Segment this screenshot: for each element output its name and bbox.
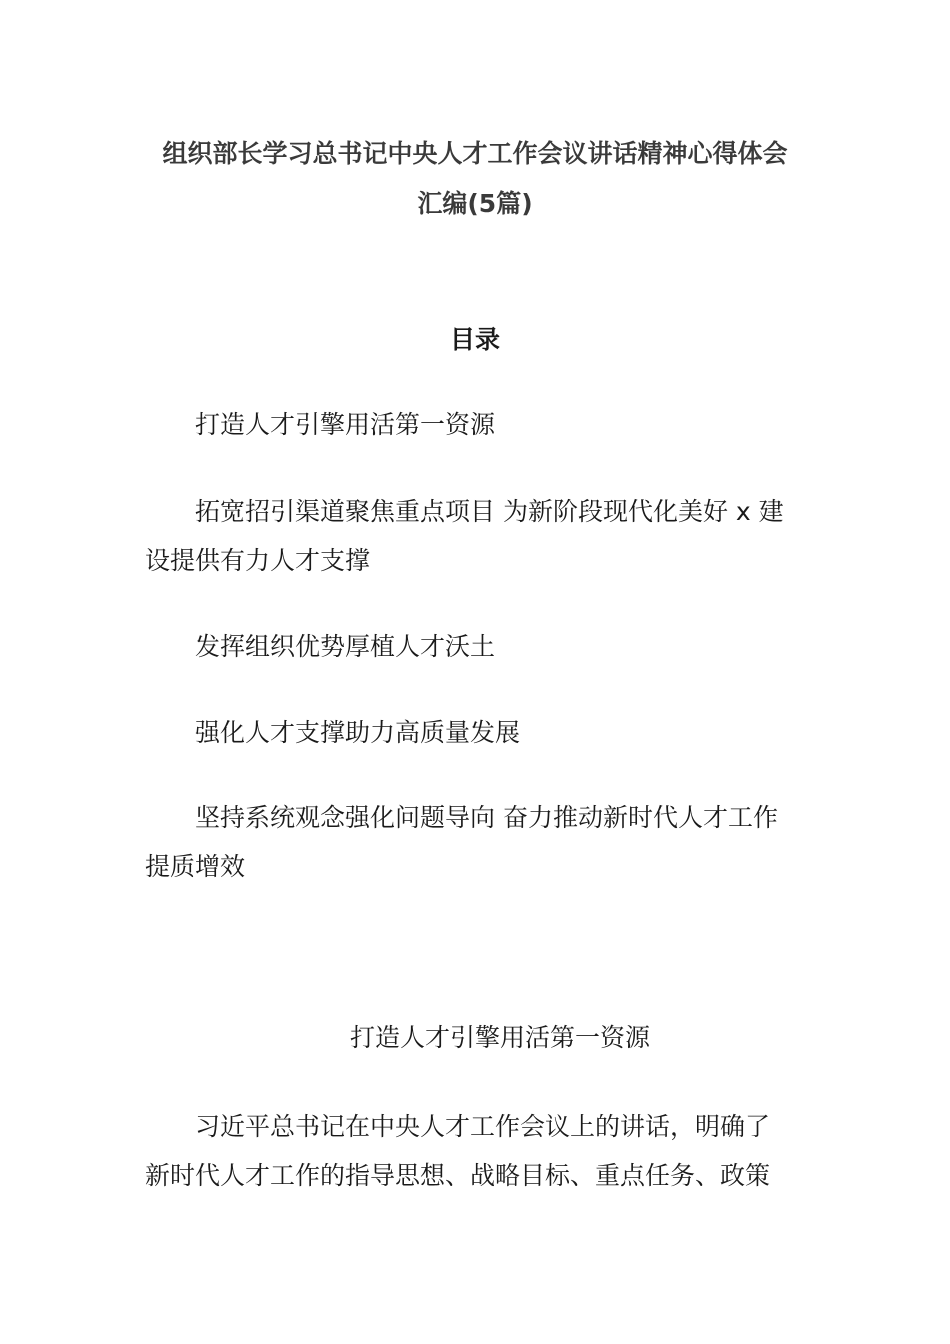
toc-item-2-line-2: 设提供有力人才支撑 [145,546,371,575]
body-paragraph-line-2: 新时代人才工作的指导思想、战略目标、重点任务、政策 [145,1161,771,1190]
document-title-line-2: 汇编(5篇) [417,189,533,218]
toc-heading: 目录 [449,325,500,354]
body-paragraph-line-1: 习近平总书记在中央人才工作会议上的讲话，明确了 [195,1112,771,1141]
toc-item-3: 发挥组织优势厚植人才沃土 [195,632,496,661]
toc-item-1: 打造人才引擎用活第一资源 [195,410,496,439]
section-title: 打造人才引擎用活第一资源 [349,1023,650,1052]
toc-item-5-line-1: 坚持系统观念强化问题导向 奋力推动新时代人才工作 [195,803,778,832]
toc-item-5-line-2: 提质增效 [145,852,246,881]
toc-item-2-line-1: 拓宽招引渠道聚焦重点项目 为新阶段现代化美好 x 建 [195,497,784,526]
document-title-line-1: 组织部长学习总书记中央人才工作会议讲话精神心得体会 [162,139,788,168]
toc-item-4: 强化人才支撑助力高质量发展 [195,718,521,747]
